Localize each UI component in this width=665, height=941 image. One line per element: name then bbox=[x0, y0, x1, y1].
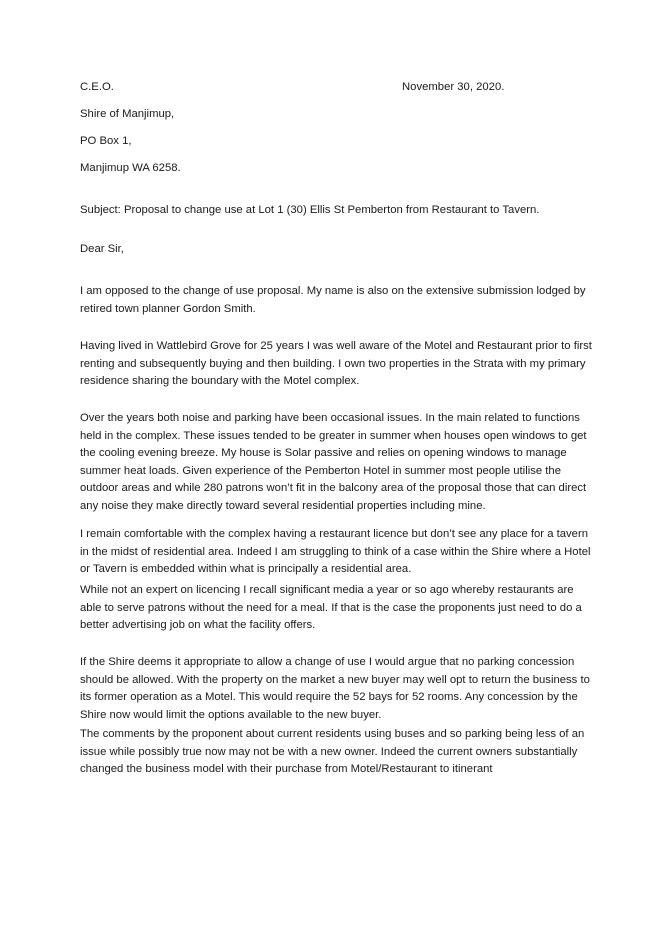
paragraph-7: The comments by the proponent about current residents using buses and so parking being less of an issue while possibly true now may not be with a new owner. Indeed the current owners substantially changed the business model with their purchase from Motel/Restaurant to itinerant bbox=[80, 728, 585, 776]
paragraph-3: Over the years both noise and parking have been occasional issues. In the main related to functions held in the complex. These issues tended to be greater in summer when houses open windows to get the cooling evening breeze. My house is Solar passive and relies on opening windows to manage summer heat loads. Given experience of the Pemberton Hotel in summer most people utilise the outdoor areas and while 280 patrons won’t fit in the balcony area of the proposal those that can direct any noise they make directly toward several residential properties including mine. bbox=[80, 412, 587, 512]
paragraph-1: I am opposed to the change of use proposal. My name is also on the extensive submission lodged by retired town planner Gordon Smith. bbox=[80, 285, 586, 315]
salutation: Dear Sir, bbox=[80, 243, 124, 255]
recipient-po-box: PO Box 1, bbox=[80, 135, 132, 147]
recipient-city: Manjimup WA 6258. bbox=[80, 162, 181, 174]
subject-line: Subject: Proposal to change use at Lot 1 (30) Ellis St Pemberton from Restaurant to Tavern. bbox=[80, 204, 540, 216]
paragraph-5: While not an expert on licencing I recall significant media a year or so ago whereby restaurants are able to serve patrons without the need for a meal. If that is the case the proponents just need to do a better advertising job on what the facility offers. bbox=[80, 584, 582, 632]
recipient-organisation: Shire of Manjimup, bbox=[80, 108, 175, 120]
letter-date: November 30, 2020. bbox=[402, 81, 505, 93]
paragraph-6: If the Shire deems it appropriate to allow a change of use I would argue that no parking concession should be allowed. With the property on the market a new buyer may well opt to return the business to its former operation as a Motel. This would require the 52 bays for 52 rooms. Any concession by the Shire now would limit the options available to the new buyer. bbox=[80, 656, 590, 721]
paragraph-2: Having lived in Wattlebird Grove for 25 years I was well aware of the Motel and Restaurant prior to first renting and subsequently buying and then building. I own two properties in the Strata with my primary residence sharing the boundary with the Motel complex. bbox=[80, 340, 592, 388]
paragraph-4: I remain comfortable with the complex having a restaurant licence but don’t see any place for a tavern in the midst of residential area. Indeed I am struggling to think of a case within the Shire where a Hotel or Tavern is embedded within what is principally a residential area. bbox=[80, 528, 591, 576]
recipient-title: C.E.O. bbox=[80, 81, 114, 93]
